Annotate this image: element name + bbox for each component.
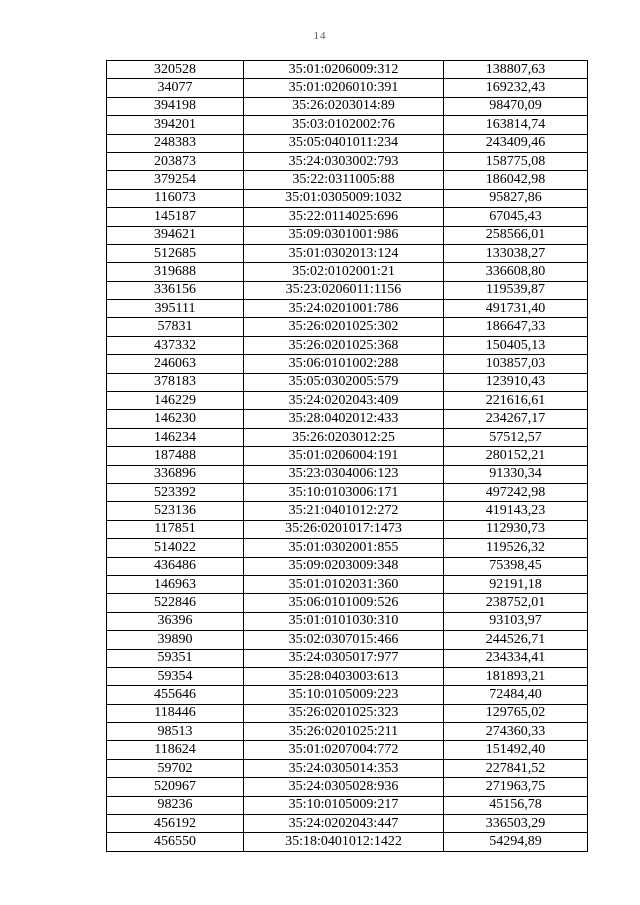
table-row: [107, 97, 588, 115]
table-row: [107, 410, 588, 428]
cadastral-value-cell: 119539,87: [444, 281, 588, 299]
cadastral-value-cell: 244526,71: [444, 631, 588, 649]
table-row: [107, 152, 588, 170]
cadastral-number-cell: 35:09:0301001:986: [244, 226, 444, 244]
cadastral-number-cell: 35:24:0202043:409: [244, 392, 444, 410]
table-row: [107, 392, 588, 410]
cadastral-value-cell: 336503,29: [444, 815, 588, 833]
row-id-cell: 520967: [107, 778, 244, 796]
table-row: [107, 667, 588, 685]
cadastral-value-cell: 238752,01: [444, 594, 588, 612]
row-id-cell: 187488: [107, 447, 244, 465]
cadastral-number-cell: 35:06:0101002:288: [244, 355, 444, 373]
cadastral-number-cell: 35:01:0302013:124: [244, 244, 444, 262]
cadastral-value-cell: 243409,46: [444, 134, 588, 152]
row-id-cell: 98236: [107, 796, 244, 814]
cadastral-value-cell: 497242,98: [444, 483, 588, 501]
row-id-cell: 117851: [107, 520, 244, 538]
table-row: [107, 171, 588, 189]
cadastral-value-cell: 123910,43: [444, 373, 588, 391]
cadastral-number-cell: 35:18:0401012:1422: [244, 833, 444, 851]
table-body: [107, 61, 588, 852]
cadastral-value-cell: 227841,52: [444, 759, 588, 777]
cadastral-number-cell: 35:01:0206004:191: [244, 447, 444, 465]
cadastral-value-cell: 98470,09: [444, 97, 588, 115]
table-row: [107, 465, 588, 483]
table-row: [107, 355, 588, 373]
cadastral-value-cell: 72484,40: [444, 686, 588, 704]
cadastral-number-cell: 35:21:0401012:272: [244, 502, 444, 520]
cadastral-value-cell: 258566,01: [444, 226, 588, 244]
cadastral-value-cell: 119526,32: [444, 539, 588, 557]
row-id-cell: 36396: [107, 612, 244, 630]
row-id-cell: 394201: [107, 116, 244, 134]
cadastral-value-cell: 93103,97: [444, 612, 588, 630]
cadastral-number-cell: 35:24:0201001:786: [244, 300, 444, 318]
cadastral-number-cell: 35:06:0101009:526: [244, 594, 444, 612]
row-id-cell: 319688: [107, 263, 244, 281]
cadastral-number-cell: 35:24:0305014:353: [244, 759, 444, 777]
table-row: [107, 318, 588, 336]
cadastral-value-cell: 419143,23: [444, 502, 588, 520]
cadastral-value-cell: 91330,34: [444, 465, 588, 483]
row-id-cell: 34077: [107, 79, 244, 97]
table-row: [107, 575, 588, 593]
cadastral-number-cell: 35:23:0206011:1156: [244, 281, 444, 299]
cadastral-value-cell: 112930,73: [444, 520, 588, 538]
cadastral-value-cell: 57512,57: [444, 428, 588, 446]
cadastral-value-cell: 491731,40: [444, 300, 588, 318]
table-row: [107, 539, 588, 557]
table-row: [107, 447, 588, 465]
row-id-cell: 145187: [107, 208, 244, 226]
table-row: [107, 631, 588, 649]
row-id-cell: 514022: [107, 539, 244, 557]
row-id-cell: 378183: [107, 373, 244, 391]
cadastral-number-cell: 35:10:0103006:171: [244, 483, 444, 501]
cadastral-number-cell: 35:10:0105009:217: [244, 796, 444, 814]
row-id-cell: 455646: [107, 686, 244, 704]
table-row: [107, 336, 588, 354]
cadastral-number-cell: 35:03:0102002:76: [244, 116, 444, 134]
cadastral-value-table: [106, 60, 588, 852]
cadastral-value-cell: 138807,63: [444, 61, 588, 79]
cadastral-number-cell: 35:23:0304006:123: [244, 465, 444, 483]
table-row: [107, 116, 588, 134]
cadastral-number-cell: 35:28:0403003:613: [244, 667, 444, 685]
cadastral-value-cell: 92191,18: [444, 575, 588, 593]
cadastral-value-cell: 336608,80: [444, 263, 588, 281]
cadastral-value-cell: 280152,21: [444, 447, 588, 465]
table-row: [107, 815, 588, 833]
cadastral-number-cell: 35:22:0114025:696: [244, 208, 444, 226]
table-row: [107, 833, 588, 851]
row-id-cell: 59354: [107, 667, 244, 685]
cadastral-value-cell: 75398,45: [444, 557, 588, 575]
cadastral-value-cell: 158775,08: [444, 152, 588, 170]
table-row: [107, 244, 588, 262]
table-row: [107, 189, 588, 207]
table-row: [107, 483, 588, 501]
row-id-cell: 336896: [107, 465, 244, 483]
table-row: [107, 796, 588, 814]
cadastral-number-cell: 35:24:0202043:447: [244, 815, 444, 833]
cadastral-number-cell: 35:22:0311005:88: [244, 171, 444, 189]
row-id-cell: 394198: [107, 97, 244, 115]
cadastral-value-cell: 186042,98: [444, 171, 588, 189]
row-id-cell: 248383: [107, 134, 244, 152]
cadastral-value-cell: 150405,13: [444, 336, 588, 354]
cadastral-value-cell: 95827,86: [444, 189, 588, 207]
cadastral-value-cell: 271963,75: [444, 778, 588, 796]
row-id-cell: 379254: [107, 171, 244, 189]
cadastral-value-cell: 234334,41: [444, 649, 588, 667]
table-row: [107, 263, 588, 281]
table-row: [107, 778, 588, 796]
table-row: [107, 226, 588, 244]
cadastral-number-cell: 35:01:0206009:312: [244, 61, 444, 79]
cadastral-value-cell: 54294,89: [444, 833, 588, 851]
table-row: [107, 61, 588, 79]
table-row: [107, 557, 588, 575]
cadastral-value-cell: 103857,03: [444, 355, 588, 373]
row-id-cell: 203873: [107, 152, 244, 170]
table-row: [107, 281, 588, 299]
cadastral-number-cell: 35:26:0201017:1473: [244, 520, 444, 538]
row-id-cell: 336156: [107, 281, 244, 299]
row-id-cell: 437332: [107, 336, 244, 354]
row-id-cell: 395111: [107, 300, 244, 318]
row-id-cell: 146234: [107, 428, 244, 446]
cadastral-number-cell: 35:24:0305017:977: [244, 649, 444, 667]
cadastral-number-cell: 35:26:0203012:25: [244, 428, 444, 446]
cadastral-number-cell: 35:05:0302005:579: [244, 373, 444, 391]
row-id-cell: 59702: [107, 759, 244, 777]
cadastral-number-cell: 35:26:0201025:323: [244, 704, 444, 722]
row-id-cell: 118624: [107, 741, 244, 759]
table-row: [107, 594, 588, 612]
cadastral-value-cell: 221616,61: [444, 392, 588, 410]
table-row: [107, 300, 588, 318]
cadastral-value-cell: 169232,43: [444, 79, 588, 97]
row-id-cell: 116073: [107, 189, 244, 207]
table-row: [107, 704, 588, 722]
cadastral-number-cell: 35:01:0302001:855: [244, 539, 444, 557]
table-row: [107, 723, 588, 741]
table-row: [107, 208, 588, 226]
cadastral-number-cell: 35:01:0207004:772: [244, 741, 444, 759]
row-id-cell: 146230: [107, 410, 244, 428]
table-row: [107, 373, 588, 391]
cadastral-value-cell: 234267,17: [444, 410, 588, 428]
cadastral-number-cell: 35:26:0203014:89: [244, 97, 444, 115]
row-id-cell: 456192: [107, 815, 244, 833]
table-row: [107, 649, 588, 667]
cadastral-value-cell: 45156,78: [444, 796, 588, 814]
row-id-cell: 246063: [107, 355, 244, 373]
row-id-cell: 456550: [107, 833, 244, 851]
cadastral-value-cell: 274360,33: [444, 723, 588, 741]
cadastral-number-cell: 35:10:0105009:223: [244, 686, 444, 704]
cadastral-number-cell: 35:01:0206010:391: [244, 79, 444, 97]
row-id-cell: 59351: [107, 649, 244, 667]
cadastral-number-cell: 35:24:0303002:793: [244, 152, 444, 170]
row-id-cell: 320528: [107, 61, 244, 79]
cadastral-value-cell: 181893,21: [444, 667, 588, 685]
cadastral-number-cell: 35:01:0101030:310: [244, 612, 444, 630]
cadastral-number-cell: 35:26:0201025:302: [244, 318, 444, 336]
cadastral-value-cell: 163814,74: [444, 116, 588, 134]
cadastral-value-cell: 67045,43: [444, 208, 588, 226]
cadastral-number-cell: 35:26:0201025:368: [244, 336, 444, 354]
cadastral-number-cell: 35:02:0102001:21: [244, 263, 444, 281]
cadastral-value-cell: 129765,02: [444, 704, 588, 722]
row-id-cell: 522846: [107, 594, 244, 612]
cadastral-number-cell: 35:28:0402012:433: [244, 410, 444, 428]
row-id-cell: 512685: [107, 244, 244, 262]
row-id-cell: 39890: [107, 631, 244, 649]
page-number: 14: [313, 30, 327, 42]
cadastral-value-cell: 133038,27: [444, 244, 588, 262]
row-id-cell: 98513: [107, 723, 244, 741]
row-id-cell: 523136: [107, 502, 244, 520]
row-id-cell: 394621: [107, 226, 244, 244]
table-row: [107, 520, 588, 538]
table-row: [107, 502, 588, 520]
cadastral-value-cell: 151492,40: [444, 741, 588, 759]
cadastral-number-cell: 35:01:0102031:360: [244, 575, 444, 593]
table-row: [107, 686, 588, 704]
table-row: [107, 79, 588, 97]
row-id-cell: 146963: [107, 575, 244, 593]
cadastral-number-cell: 35:26:0201025:211: [244, 723, 444, 741]
row-id-cell: 436486: [107, 557, 244, 575]
table-row: [107, 428, 588, 446]
cadastral-number-cell: 35:24:0305028:936: [244, 778, 444, 796]
cadastral-number-cell: 35:05:0401011:234: [244, 134, 444, 152]
table-row: [107, 759, 588, 777]
row-id-cell: 146229: [107, 392, 244, 410]
row-id-cell: 523392: [107, 483, 244, 501]
cadastral-number-cell: 35:09:0203009:348: [244, 557, 444, 575]
table-row: [107, 741, 588, 759]
cadastral-number-cell: 35:02:0307015:466: [244, 631, 444, 649]
table-row: [107, 612, 588, 630]
row-id-cell: 118446: [107, 704, 244, 722]
cadastral-value-cell: 186647,33: [444, 318, 588, 336]
table-row: [107, 134, 588, 152]
cadastral-number-cell: 35:01:0305009:1032: [244, 189, 444, 207]
row-id-cell: 57831: [107, 318, 244, 336]
